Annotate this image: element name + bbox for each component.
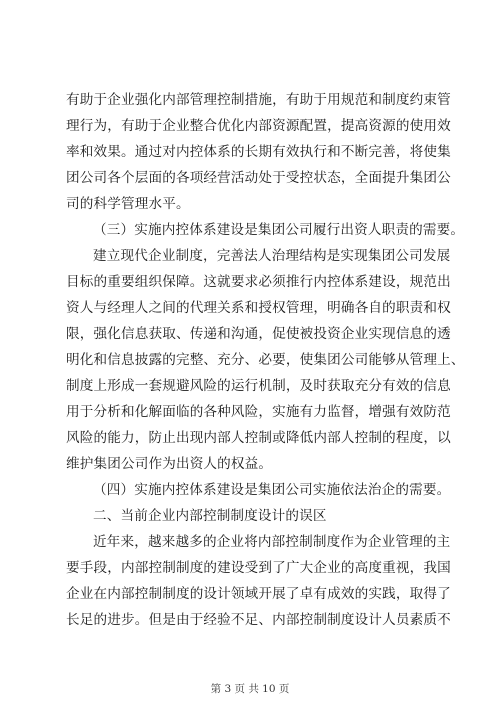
body-text-line: 维护集团公司作为出资人的权益。 (66, 456, 273, 472)
page-number-footer: 第 3 页 共 10 页 (210, 683, 290, 695)
body-text-line: 司的科学管理水平。 (66, 196, 190, 212)
section-heading-4: （四）实施内控体系建设是集团公司实施依法治企的需要。 (93, 482, 451, 498)
body-text-line: 建立现代企业制度，完善法人治理结构是实现集团公司发展 (93, 248, 451, 264)
body-text-line: 明化和信息披露的完整、充分、必要，使集团公司能够从管理上、 (66, 352, 465, 368)
section-heading-3: （三）实施内控体系建设是集团公司履行出资人职责的需要。 (93, 222, 465, 238)
body-text-line: 团公司各个层面的各项经营活动处于受控状态，全面提升集团公 (66, 170, 451, 186)
body-text-line: 企业在内部控制制度的设计领域开展了卓有成效的实践，取得了 (66, 586, 451, 602)
body-text-line: 限，强化信息获取、传递和沟通，促使被投资企业实现信息的透 (66, 326, 451, 342)
body-text-line: 用于分析和化解面临的各种风险，实施有力监督，增强有效防范 (66, 404, 451, 420)
body-text-line: 要手段，内部控制制度的建设受到了广大企业的高度重视，我国 (66, 560, 451, 576)
body-text-line: 资人与经理人之间的代理关系和授权管理，明确各自的职责和权 (66, 300, 451, 316)
body-text-line: 风险的能力，防止出现内部人控制或降低内部人控制的程度，以 (66, 430, 451, 446)
body-text-line: 长足的进步。但是由于经验不足、内部控制制度设计人员素质不 (66, 612, 451, 628)
body-text-line: 制度上形成一套规避风险的运行机制，及时获取充分有效的信息 (66, 378, 451, 394)
body-text-line: 目标的重要组织保障。这就要求必须推行内控体系建设，规范出 (66, 274, 451, 290)
body-text-line: 理行为，有助于企业整合优化内部资源配置，提高资源的使用效 (66, 118, 451, 134)
chapter-heading-2: 二、当前企业内部控制制度设计的误区 (93, 508, 327, 524)
body-text-line: 率和效果。通过对内控体系的长期有效执行和不断完善，将使集 (66, 144, 451, 160)
body-text-line: 近年来，越来越多的企业将内部控制制度作为企业管理的主 (93, 534, 451, 550)
body-text-line: 有助于企业强化内部管理控制措施，有助于用规范和制度约束管 (66, 92, 451, 108)
